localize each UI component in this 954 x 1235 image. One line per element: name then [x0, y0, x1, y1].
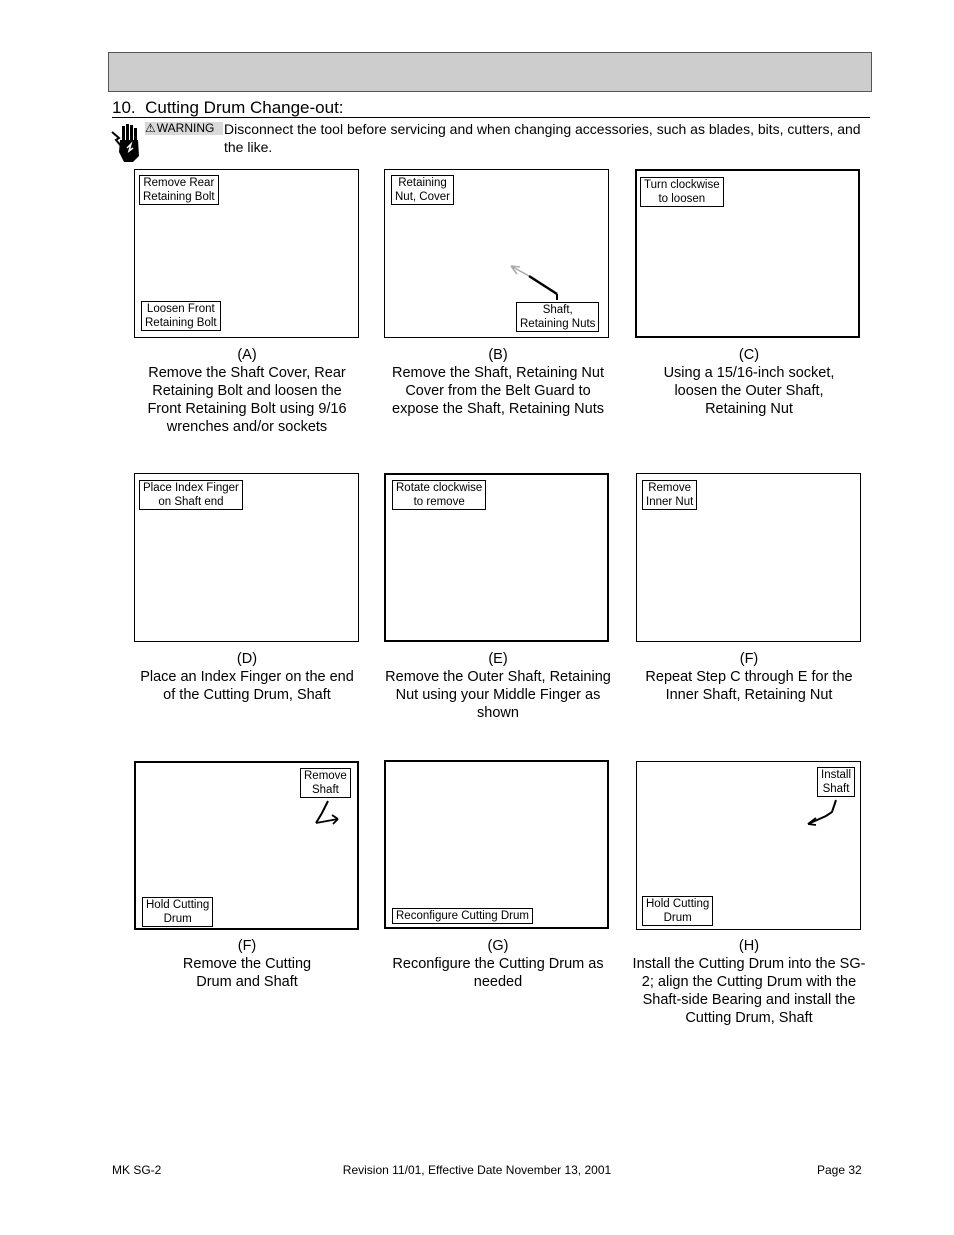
photo-e: [384, 473, 609, 642]
title-rule: [112, 117, 870, 118]
photo-a: [134, 169, 359, 338]
callout: Place Index Finger on Shaft end: [139, 480, 243, 510]
caption-h: (G) Reconfigure the Cutting Drum as needed: [392, 938, 604, 990]
callout: Loosen Front Retaining Bolt: [141, 301, 221, 331]
photo-g: [134, 761, 359, 930]
callout: Remove Rear Retaining Bolt: [139, 175, 219, 205]
callout: Install Shaft: [817, 767, 855, 797]
footer-left: MK SG-2: [112, 1163, 162, 1177]
caption-g: (F) Remove the Cutting Drum and Shaft: [182, 938, 312, 990]
callout: Rotate clockwise to remove: [392, 480, 486, 510]
callout: Retaining Nut, Cover: [391, 175, 454, 205]
arrow-icon: [802, 798, 842, 828]
callout: Hold Cutting Drum: [642, 896, 713, 926]
footer-right: Page 32: [817, 1163, 862, 1177]
warning-label: ⚠ WARNING: [145, 122, 223, 135]
photo-h: [384, 760, 609, 929]
caption-f: (F) Repeat Step C through E for the Inner Shaft, Retaining Nut: [645, 651, 853, 703]
callout: Turn clockwise to loosen: [640, 177, 724, 207]
photo-b: [384, 169, 609, 338]
warning-triangle-icon: ⚠: [145, 121, 156, 135]
callout: Remove Inner Nut: [642, 480, 697, 510]
caption-c: (C) Using a 15/16-inch socket, loosen the Outer Shaft, Retaining Nut: [663, 347, 835, 417]
photo-d: [134, 473, 359, 642]
callout: Remove Shaft: [300, 768, 351, 798]
callout: Reconfigure Cutting Drum: [392, 908, 533, 924]
caption-d: (D) Place an Index Finger on the end of the Cutting Drum, Shaft: [140, 651, 354, 703]
photo-c: [635, 169, 860, 338]
caption-a: (A) Remove the Shaft Cover, Rear Retaining Bolt and loosen the Front Retaining Bolt using 9/16 wrenches and/or sockets: [147, 347, 347, 435]
footer-center: Revision 11/01, Effective Date November 13, 2001: [342, 1163, 612, 1177]
section-title: [112, 98, 344, 118]
arrow-icon: [306, 799, 346, 829]
callout: Hold Cutting Drum: [142, 897, 213, 927]
caption-e: (E) Remove the Outer Shaft, Retaining Nut using your Middle Finger as shown: [385, 651, 611, 721]
callout: Shaft, Retaining Nuts: [516, 302, 599, 332]
hand-warning-icon: [110, 122, 144, 164]
arrow-icon: [505, 260, 565, 305]
photo-i: [636, 761, 861, 930]
warning-text: Disconnect the tool before servicing and when changing accessories, such as blades, bits, cutters, and the like.: [224, 121, 861, 155]
caption-b: (B) Remove the Shaft, Retaining Nut Cover from the Belt Guard to expose the Shaft, Retaining Nuts: [392, 347, 604, 417]
section-title-text: Cutting Drum Change-out:: [145, 98, 344, 117]
caption-i: (H) Install the Cutting Drum into the SG-2; align the Cutting Drum with the Shaft-side Bearing and install the Cutting Drum, Shaft: [632, 938, 866, 1026]
photo-f: [636, 473, 861, 642]
header-band: [108, 52, 872, 92]
section-number: 10.: [112, 98, 136, 117]
